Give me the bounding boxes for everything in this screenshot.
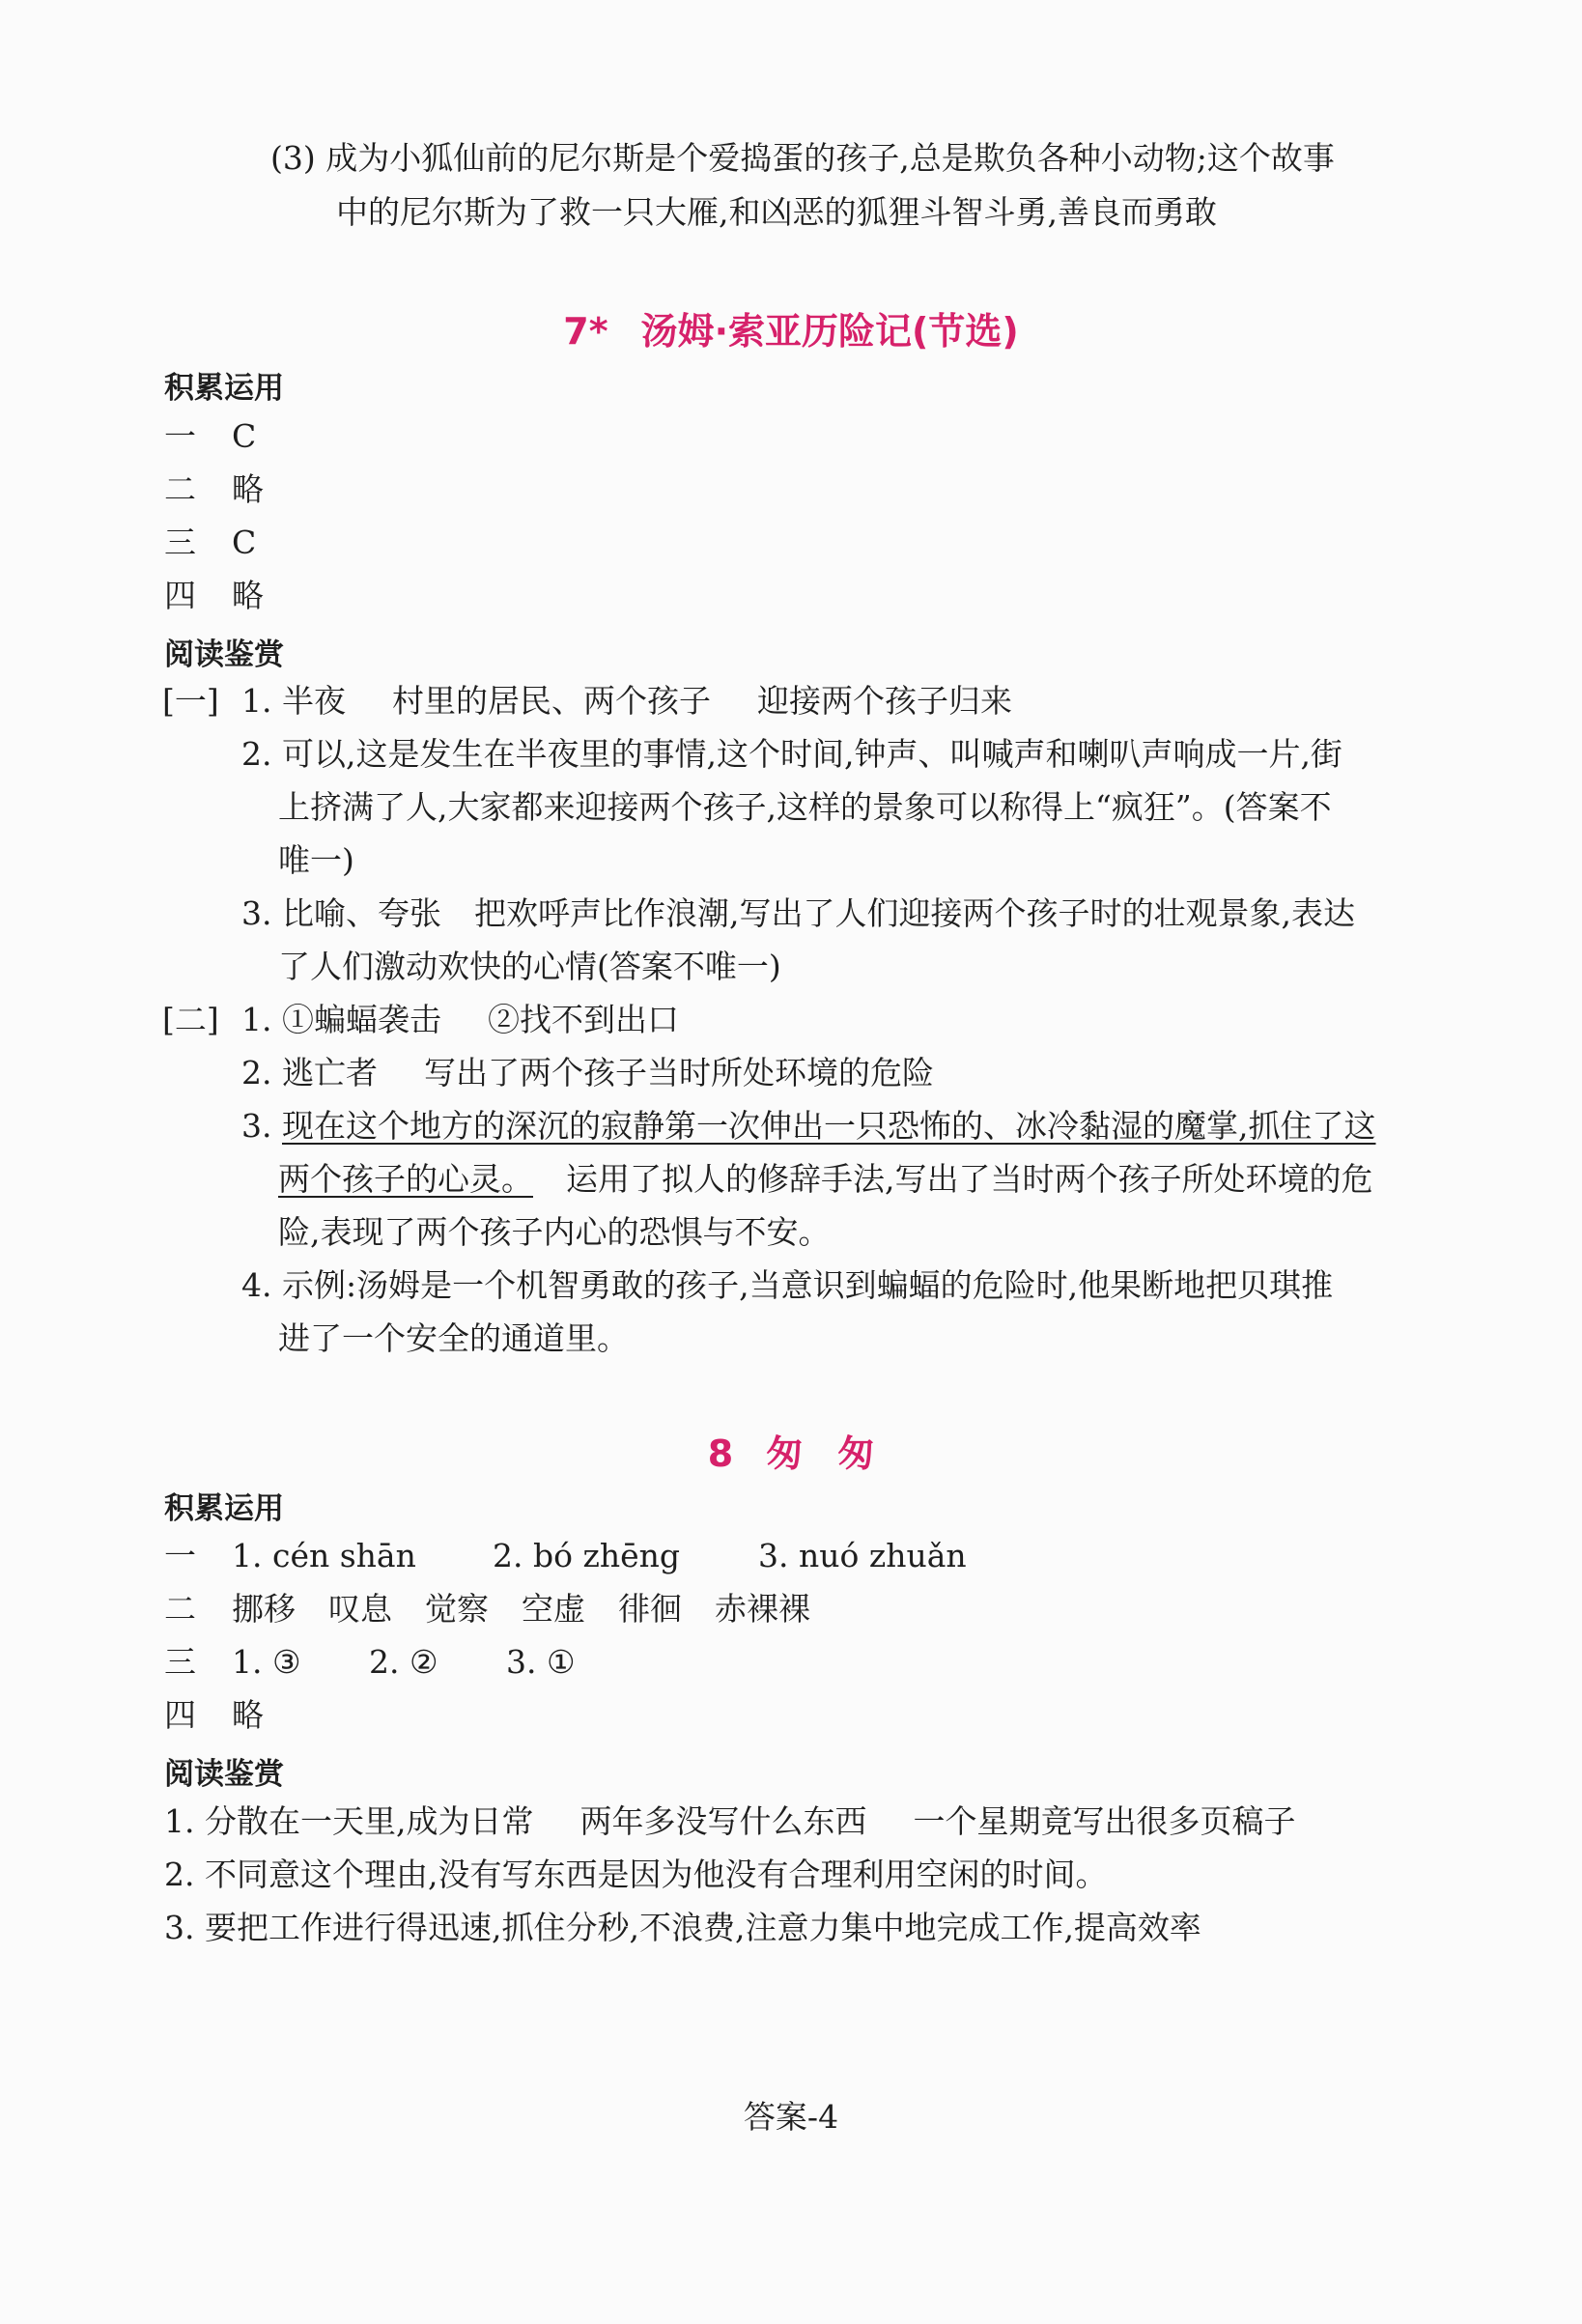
lesson-7-accum-4: 四 略 (164, 577, 264, 614)
group-2-label: [二] (162, 1001, 219, 1038)
l8-q2: 二 挪移 叹息 觉察 空虚 徘徊 赤裸裸 (164, 1590, 810, 1628)
group-1-label: [一] (162, 682, 219, 720)
intro-line-1: (3) 成为小狐仙前的尼尔斯是个爱捣蛋的孩子,总是欺负各种小动物;这个故事 (270, 139, 1335, 177)
page-footer: 答案-4 (743, 2098, 839, 2136)
underlined-quote-2: 两个孩子的心灵。 (278, 1160, 533, 1198)
l8-read-1: 1. 分散在一天里,成为日常 两年多没写什么东西 一个星期竟写出很多页稿子 (164, 1802, 1296, 1840)
l8-read-3: 3. 要把工作进行得迅速,抓住分秒,不浪费,注意力集中地完成工作,提高效率 (164, 1909, 1201, 1946)
lesson-7-accum-heading: 积累运用 (164, 371, 284, 406)
g1-q1: 1. 半夜 村里的居民、两个孩子 迎接两个孩子归来 (241, 682, 1012, 720)
g2-q4-line-1: 4. 示例:汤姆是一个机智勇敢的孩子,当意识到蝙蝠的危险时,他果断地把贝琪推 (241, 1266, 1334, 1304)
lesson-7-accum-2: 二 略 (164, 470, 264, 508)
l8-q4: 四 略 (164, 1696, 264, 1734)
l8-q3: 三 1. ③ 2. ② 3. ① (164, 1643, 576, 1681)
g1-q2-line-1: 2. 可以,这是发生在半夜里的事情,这个时间,钟声、叫喊声和喇叭声响成一片,街 (241, 735, 1342, 773)
lesson-8-number: 8 (707, 1432, 734, 1475)
g2-q3-line-3: 险,表现了两个孩子内心的恐惧与不安。 (278, 1213, 831, 1251)
lesson-8-read-heading: 阅读鉴赏 (164, 1757, 284, 1792)
lesson-7-number: 7* (563, 310, 608, 353)
lesson-8-accum-heading: 积累运用 (164, 1491, 284, 1526)
g1-q2-line-2: 上挤满了人,大家都来迎接两个孩子,这样的景象可以称得上“疯狂”。(答案不 (278, 788, 1332, 826)
l8-q1: 一 1. cén shān 2. bó zhēng 3. nuó zhuǎn (164, 1537, 967, 1574)
g1-q2-line-3: 唯一) (278, 841, 354, 879)
g2-q2: 2. 逃亡者 写出了两个孩子当时所处环境的危险 (241, 1054, 934, 1091)
l8-read-2: 2. 不同意这个理由,没有写东西是因为他没有合理利用空闲的时间。 (164, 1856, 1108, 1893)
g2-q1: 1. ①蝙蝠袭击 ②找不到出口 (241, 1001, 679, 1038)
lesson-7-accum-3: 三 C (164, 524, 257, 561)
g2-q3-line-2: 两个孩子的心灵。 运用了拟人的修辞手法,写出了当时两个孩子所处环境的危 (278, 1160, 1373, 1198)
underlined-quote-1: 现在这个地方的深沉的寂静第一次伸出一只恐怖的、冰冷黏湿的魔掌,抓住了这 (282, 1107, 1376, 1145)
lesson-8-title: 8 匆 匆 (707, 1432, 875, 1475)
lesson-7-title (0, 301, 1582, 354)
lesson-7-title-text: 汤姆·索亚历险记(节选) (640, 310, 1019, 353)
g1-q3-line-2: 了人们激动欢快的心情(答案不唯一) (278, 948, 781, 985)
g1-q3-line-1: 3. 比喻、夸张 把欢呼声比作浪潮,写出了人们迎接两个孩子时的壮观景象,表达 (241, 894, 1355, 932)
lesson-7-read-heading: 阅读鉴赏 (164, 638, 284, 672)
lesson-7-accum-1: 一 C (164, 417, 257, 455)
intro-line-2: 中的尼尔斯为了救一只大雁,和凶恶的狐狸斗智斗勇,善良而勇敢 (336, 193, 1217, 231)
g2-q4-line-2: 进了一个安全的通道里。 (278, 1319, 629, 1357)
g2-q3-line-1: 3. 现在这个地方的深沉的寂静第一次伸出一只恐怖的、冰冷黏湿的魔掌,抓住了这 (241, 1107, 1376, 1145)
